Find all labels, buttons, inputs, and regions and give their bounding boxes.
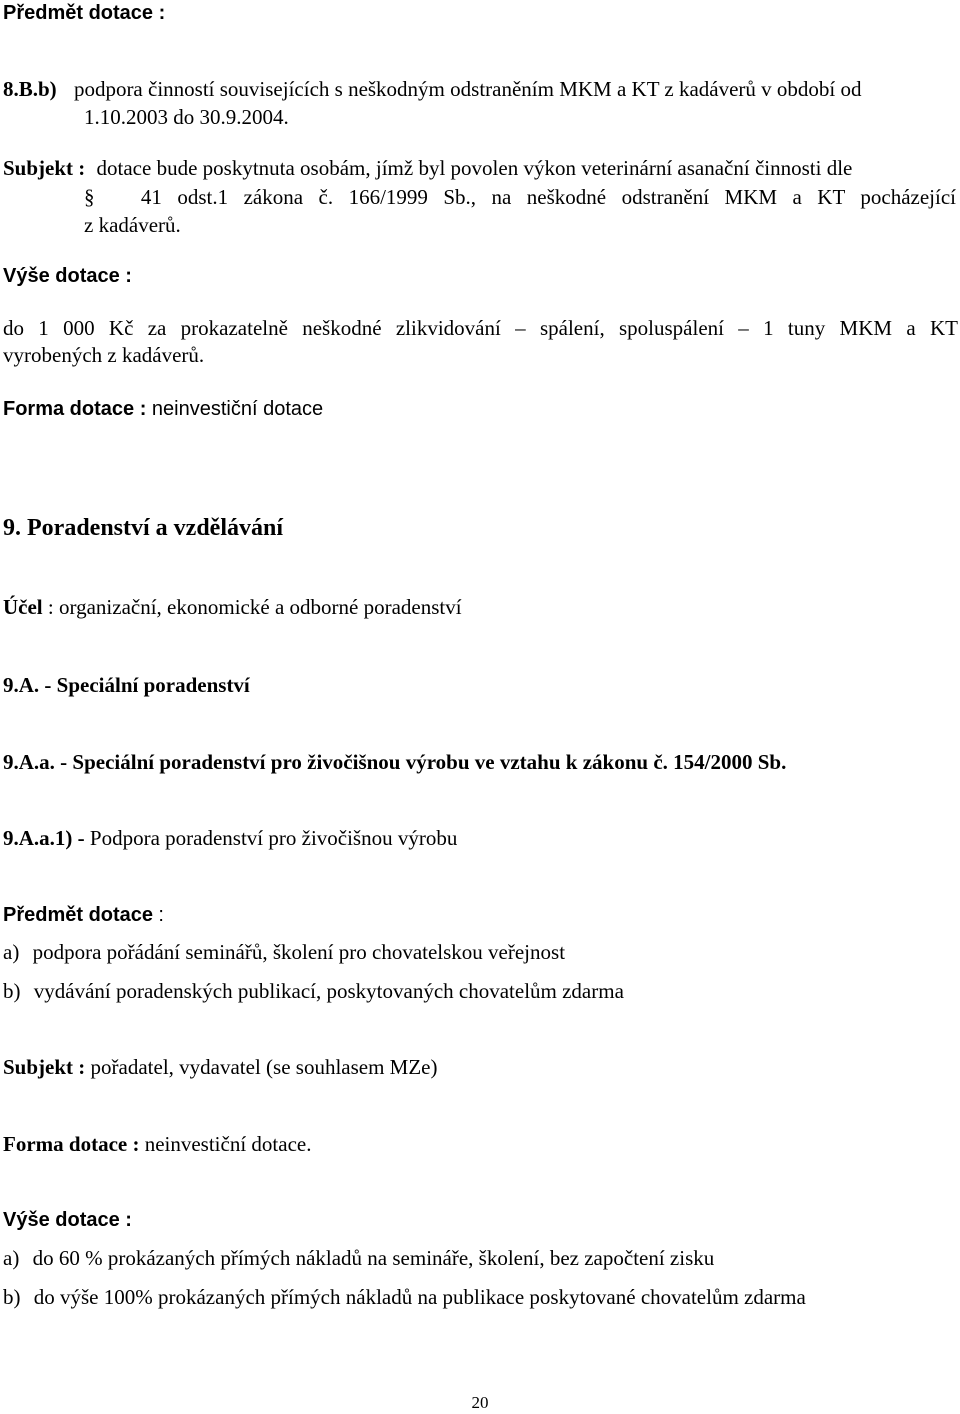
ucel-value: : organizační, ekonomické a odborné poradenství [47,595,462,619]
predmet-label: Předmět dotace [3,904,154,926]
list-item-text: do výše 100% prokázaných přímých nákladů na publikace poskytované chovatelům zdarma [33,1285,806,1309]
predmet-item-b [3,978,624,1004]
ucel-line [3,594,462,620]
list-item-text: vydávání poradenských publikací, poskytovaných chovatelům zdarma [33,979,624,1003]
subjekt-line1 [3,155,852,181]
list-marker: a) [3,1246,20,1270]
item-number: 8.B.b) [3,77,57,101]
page-number: 20 [471,1393,489,1412]
subjekt-label: Subjekt : [3,156,86,180]
forma-label: Forma dotace : [3,398,147,420]
forma-9-label: Forma dotace : [3,1132,140,1156]
list-marker: b) [3,979,21,1003]
vyse-item-b [3,1284,806,1310]
vyse-line2: vyrobených z kadáverů. [3,343,205,367]
item-8bb-line1 [3,76,958,102]
section-9aa1-title: Podpora poradenství pro živočišnou výrobu [89,826,458,850]
item-text: podpora činností souvisejících s neškodným odstraněním MKM a KT z kadáverů v období od [73,77,862,101]
section-9-title: 9. Poradenství a vzdělávání [3,515,283,541]
list-item-text: do 60 % prokázaných přímých nákladů na semináře, školení, bez započtení zisku [32,1246,715,1270]
section-9aa1-num: 9.A.a.1) - [3,826,85,850]
list-item-text: podpora pořádání seminářů, školení pro chovatelskou veřejnost [32,940,566,964]
forma-value: neinvestiční dotace [151,398,324,420]
subjekt-text-2: 41 odst.1 zákona č. 166/1999 Sb., na neškodné odstranění MKM a KT pocházející [140,185,956,209]
section-9aa1-line [3,825,457,851]
predmet-colon: : [158,904,164,926]
section-9a-title: 9.A. - Speciální poradenství [3,673,250,697]
vyse-dotace-label: Výše dotace : [3,265,132,287]
item-8bb-line2: 1.10.2003 do 30.9.2004. [84,105,289,129]
paragraph-symbol: § [84,185,95,209]
list-marker: a) [3,940,20,964]
subjekt-line2 [84,184,956,210]
subjekt-line3: z kadáverů. [84,213,181,237]
heading-predmet-dotace: Předmět dotace : [3,2,166,24]
subjekt-9-value: pořadatel, vydavatel (se souhlasem MZe) [90,1055,438,1079]
subjekt-9-line [3,1054,438,1080]
forma-dotace-line [3,396,323,422]
vyse-text-1: do 1 000 Kč za prokazatelně neškodné zlikvidování – spálení, spoluspálení – 1 tuny MKM a KT [3,316,958,340]
subjekt-9-label: Subjekt : [3,1055,86,1079]
section-9aa-title: 9.A.a. - Speciální poradenství pro živočišnou výrobu ve vztahu k zákonu č. 154/2000 Sb. [3,750,787,774]
predmet-item-a [3,939,565,965]
subjekt-text: dotace bude poskytnuta osobám, jímž byl povolen výkon veterinární asanační činnosti dle [96,156,853,180]
vyse-item-a [3,1245,714,1271]
forma-9-value: neinvestiční dotace. [144,1132,312,1156]
vyse-line1 [3,315,958,341]
forma-9-line [3,1131,311,1157]
ucel-label: Účel [3,595,43,619]
predmet-dotace-line [3,901,164,928]
vyse-9-label: Výše dotace : [3,1209,132,1231]
list-marker: b) [3,1285,21,1309]
